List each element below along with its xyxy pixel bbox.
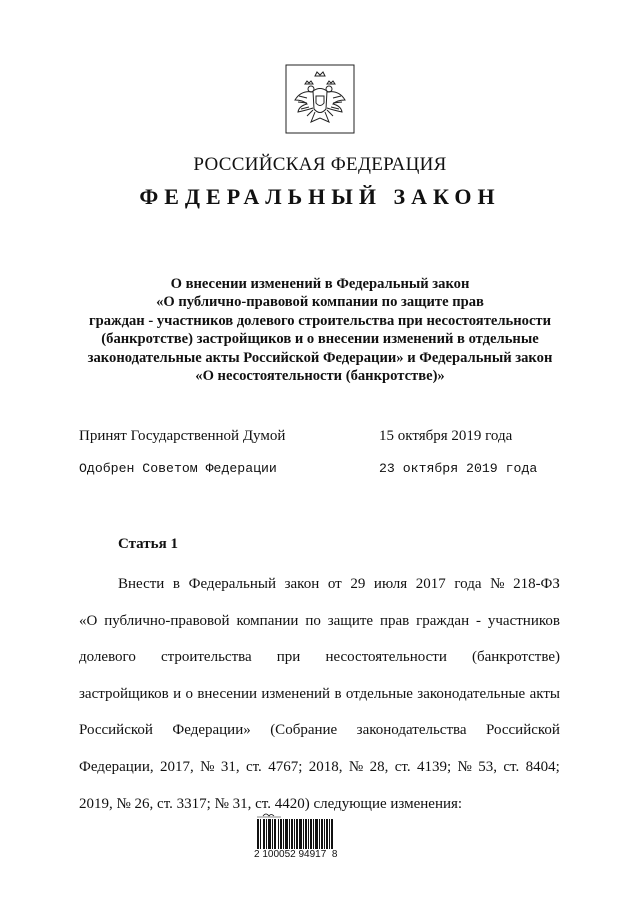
barcode-number: 2 100052 94917 8 bbox=[254, 849, 338, 860]
word: года bbox=[454, 576, 482, 592]
title-line: граждан - участников долевого строительства при несостоятельности bbox=[88, 312, 552, 329]
council-date: 23 октября 2019 года bbox=[379, 461, 538, 476]
word: и bbox=[173, 685, 182, 702]
word: № bbox=[348, 758, 364, 775]
word: 28, bbox=[369, 758, 389, 775]
word: акты bbox=[529, 685, 560, 702]
word: ст. bbox=[245, 758, 262, 775]
word: 2017 bbox=[415, 576, 446, 592]
word: 4139; bbox=[416, 758, 452, 775]
paragraph-line bbox=[79, 676, 560, 713]
word: (Собрание bbox=[270, 722, 338, 739]
law-title bbox=[60, 275, 580, 385]
paragraph-line bbox=[79, 603, 560, 640]
word: (банкротстве) bbox=[471, 649, 560, 666]
council-approval-row bbox=[79, 461, 559, 476]
paragraph-line bbox=[79, 566, 560, 603]
word: июля bbox=[373, 576, 408, 592]
title-line: «О несостоятельности (банкротстве)» bbox=[195, 368, 445, 385]
word: № bbox=[490, 576, 505, 592]
title-line: О внесении изменений в Федеральный закон bbox=[170, 276, 470, 292]
word: застройщиков bbox=[79, 685, 169, 702]
title-line: «О публично-правовой компании по защите прав bbox=[156, 294, 484, 311]
word: - bbox=[476, 612, 481, 629]
word: 2018, bbox=[308, 758, 343, 775]
word: ст. bbox=[394, 758, 411, 775]
title-line: законодательные акты Российской Федерации» и Федеральный закон bbox=[87, 349, 553, 366]
word: 218-ФЗ bbox=[513, 576, 560, 592]
word: 53, bbox=[478, 758, 497, 775]
article-heading: Статья 1 bbox=[118, 536, 178, 552]
duma-date: 15 октября 2019 года bbox=[379, 428, 513, 444]
word: № bbox=[457, 758, 472, 775]
word: компании bbox=[236, 612, 299, 629]
word: законодательства bbox=[356, 722, 467, 739]
word: изменений bbox=[261, 685, 331, 702]
word: от bbox=[327, 576, 342, 592]
word: 29 bbox=[350, 576, 366, 592]
title-line: (банкротстве) застройщиков и о внесении изменений в отдельные bbox=[101, 331, 539, 348]
word: 2017, bbox=[159, 758, 194, 775]
word: граждан bbox=[416, 612, 470, 629]
word: Федерации, bbox=[79, 758, 154, 775]
article-paragraph bbox=[79, 566, 560, 822]
word: участников bbox=[487, 612, 560, 629]
word: Федерации» bbox=[172, 722, 251, 739]
word: Внести bbox=[118, 576, 165, 592]
word: Федеральный bbox=[188, 576, 276, 592]
word: внесении bbox=[197, 685, 258, 702]
word: при bbox=[276, 649, 301, 666]
word: несостоятельности bbox=[325, 649, 447, 666]
barcode bbox=[253, 810, 343, 870]
document-type: ФЕДЕРАЛЬНЫЙ ЗАКОН bbox=[139, 184, 501, 209]
word: «О bbox=[79, 612, 98, 629]
word: 8404; bbox=[525, 758, 560, 775]
word: Российской bbox=[79, 722, 153, 739]
coat-of-arms-emblem bbox=[285, 64, 355, 134]
word: отдельные bbox=[345, 685, 413, 702]
word: 31, bbox=[220, 758, 240, 775]
word: защите bbox=[327, 612, 374, 629]
country-name: РОССИЙСКАЯ ФЕДЕРАЦИЯ bbox=[193, 154, 447, 175]
council-label: Одобрен Советом Федерации bbox=[79, 461, 277, 476]
duma-label: Принят Государственной Думой bbox=[79, 428, 286, 444]
duma-adoption-row bbox=[79, 428, 559, 445]
paragraph-line bbox=[79, 639, 560, 676]
paragraph-line bbox=[79, 749, 560, 786]
word: законодательные bbox=[417, 685, 526, 702]
word: о bbox=[185, 685, 193, 702]
word: Российской bbox=[486, 722, 560, 739]
word: публично-правовой bbox=[104, 612, 230, 629]
paragraph-line bbox=[79, 712, 560, 749]
word: № bbox=[200, 758, 215, 775]
word: строительства bbox=[160, 649, 252, 666]
word: долевого bbox=[79, 649, 136, 666]
word: 4767; bbox=[268, 758, 303, 775]
word: по bbox=[305, 612, 321, 629]
word: в bbox=[172, 576, 181, 592]
word: закон bbox=[284, 576, 320, 592]
word: прав bbox=[379, 612, 410, 629]
word: в bbox=[334, 685, 342, 702]
word: ст. bbox=[503, 758, 520, 775]
word: 2019, № 26, ст. 3317; № 31, ст. 4420) следующие изменения: bbox=[79, 795, 463, 812]
